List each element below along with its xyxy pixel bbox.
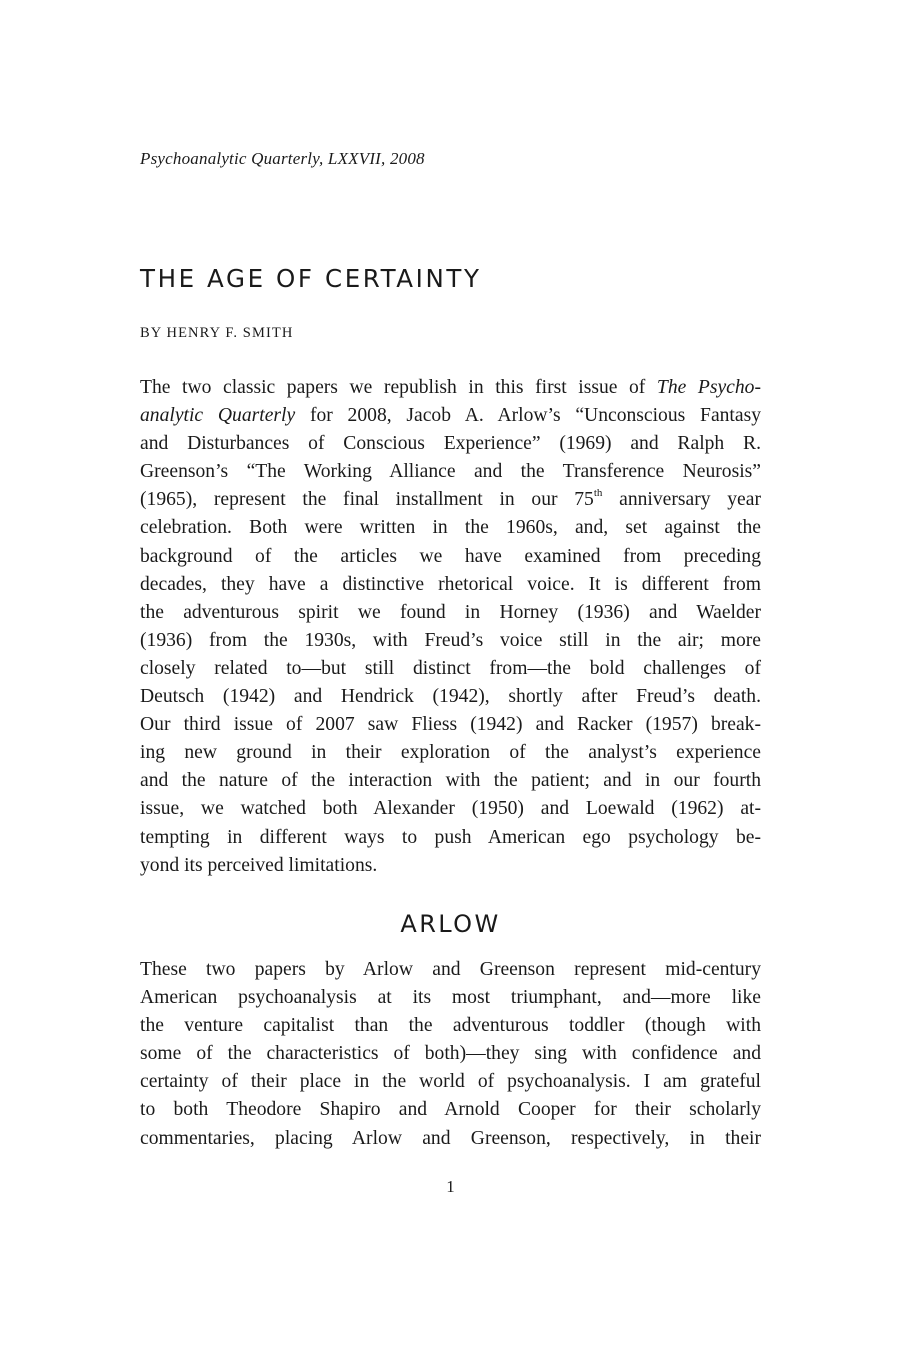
text-line: Deutsch (1942) and Hendrick (1942), shortly after Freud’s death. — [140, 686, 761, 708]
text-line: decades, they have a distinctive rhetorical voice. It is different from — [140, 573, 761, 595]
text-line: (1936) from the 1930s, with Freud’s voice still in the air; more — [140, 629, 761, 651]
text-line: and the nature of the interaction with the patient; and in our fourth — [140, 770, 761, 792]
article-title: THE AGE OF CERTAINTY — [140, 264, 482, 293]
page-number: 1 — [446, 1177, 455, 1196]
section-heading-arlow: ARLOW — [400, 910, 501, 938]
journal-title-italic: analytic Quarterly — [140, 405, 296, 427]
text-line: American psychoanalysis at its most triumphant, and—more like — [140, 987, 761, 1009]
text-line: the venture capitalist than the adventurous toddler (though with — [140, 1015, 761, 1037]
text-line: Our third issue of 2007 saw Fliess (1942) and Racker (1957) break- — [140, 714, 761, 736]
running-head: Psychoanalytic Quarterly, LXXVII, 2008 — [140, 149, 425, 168]
body-paragraph-1 — [140, 374, 761, 880]
author-byline: BY HENRY F. SMITH — [140, 325, 294, 341]
text-line: analytic Quarterly for 2008, Jacob A. Arlow’s “Unconscious Fantasy — [140, 405, 761, 427]
text-line: tempting in different ways to push American ego psychology be- — [140, 826, 761, 848]
text-line: The two classic papers we republish in this first issue of The Psycho- — [140, 377, 761, 398]
article-page — [140, 0, 761, 1350]
text-line: ing new ground in their exploration of the analyst’s experience — [140, 742, 761, 764]
text-line: and Disturbances of Conscious Experience” (1969) and Ralph R. — [140, 433, 761, 455]
text-line: commentaries, placing Arlow and Greenson, respectively, in their — [140, 1127, 761, 1149]
text-line: some of the characteristics of both)—they sing with confidence and — [140, 1043, 761, 1065]
text-line: background of the articles we have examined from preceding — [140, 545, 761, 567]
journal-title-italic: The Psycho- — [656, 377, 761, 398]
text-line: (1965), represent the final installment in our 75th anniversary year — [140, 487, 761, 511]
text-line: issue, we watched both Alexander (1950) and Loewald (1962) at- — [140, 798, 761, 820]
text-line: celebration. Both were written in the 1960s, and, set against the — [140, 517, 761, 539]
text-line: to both Theodore Shapiro and Arnold Cooper for their scholarly — [140, 1099, 761, 1121]
text-line: Greenson’s “The Working Alliance and the Transference Neurosis” — [140, 461, 761, 483]
text-line: yond its perceived limitations. — [140, 854, 378, 876]
text-line: closely related to—but still distinct from—the bold challenges of — [140, 657, 761, 679]
text-line: certainty of their place in the world of psychoanalysis. I am grateful — [140, 1071, 761, 1093]
text-line: These two papers by Arlow and Greenson represent mid-century — [140, 959, 761, 980]
body-paragraph-2 — [140, 956, 761, 1153]
text-line: the adventurous spirit we found in Horney (1936) and Waelder — [140, 601, 761, 623]
superscript: th — [593, 487, 603, 500]
